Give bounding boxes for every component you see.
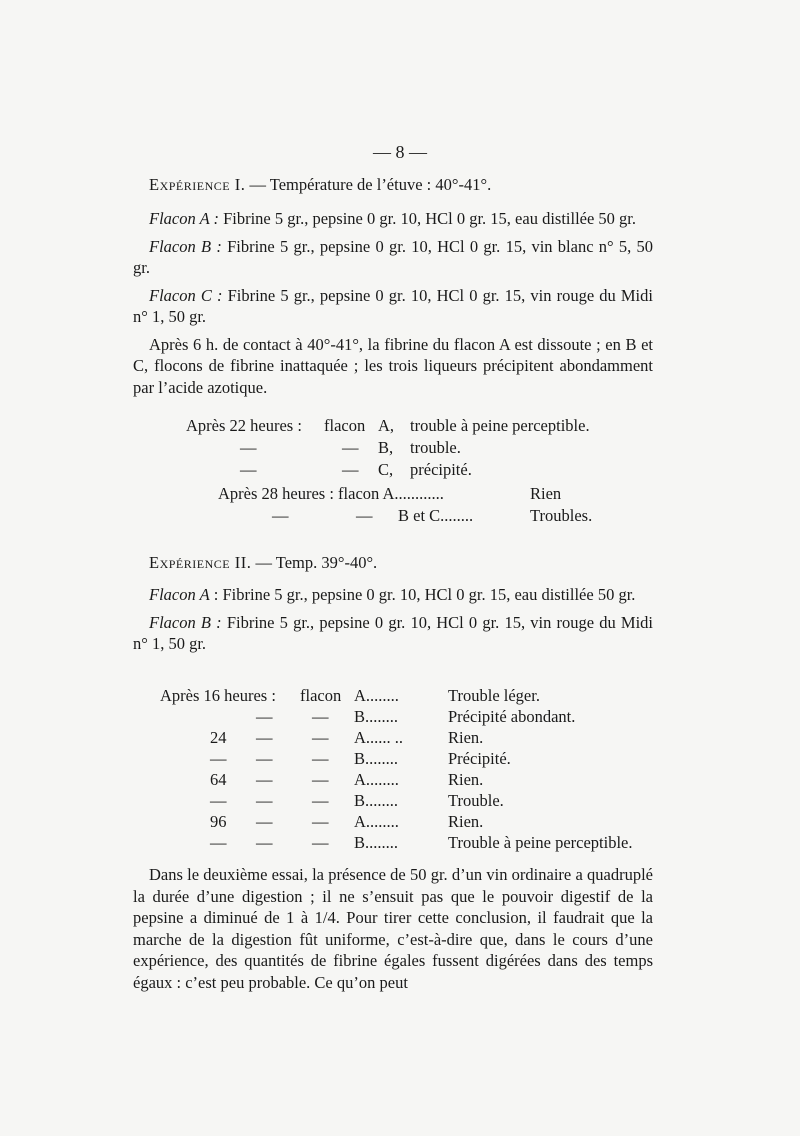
cell-flacon: —: [356, 506, 373, 525]
cell-time: Après 22 heures :: [186, 416, 302, 435]
exp2-flacon-a-text: : Fibrine 5 gr., pepsine 0 gr. 10, HCl 0 gr. 15, eau distillée 50 gr.: [209, 585, 636, 604]
exp2-flacons: [133, 584, 653, 661]
cell-dash: —: [256, 833, 273, 852]
cell-flacon: —: [342, 438, 359, 457]
cell-time: Après 16 heures :: [160, 686, 276, 705]
cell-flacon: flacon: [300, 686, 342, 705]
cell-dash: —: [256, 791, 273, 810]
exp2-temperature: — Temp. 39°-40°.: [251, 553, 378, 572]
exp1-flacon-c-text: Fibrine 5 gr., pepsine 0 gr. 10, HCl 0 gr. 15, vin rouge du Midi n° 1, 50 gr.: [133, 285, 653, 326]
cell-flacon: —: [312, 728, 329, 747]
exp1-flacon-a-label: Flacon A :: [149, 209, 219, 228]
cell-letter: C,: [378, 460, 394, 479]
cell-time: —: [240, 438, 257, 457]
cell-flacon: —: [312, 812, 329, 831]
cell-letter: B........: [354, 749, 399, 768]
page-number: — 8 —: [373, 142, 427, 162]
cell-flacon: —: [342, 460, 359, 479]
cell-result: Rien.: [448, 728, 484, 747]
exp1-flacon-c-label: Flacon C :: [149, 285, 223, 305]
exp1-apres-paragraph: Après 6 h. de contact à 40°-41°, la fibrine du flacon A est dissoute ; en B et C, flocons de fibrine inattaquée ; les trois liqueurs précipitent abondamment par l’acide azotique.: [133, 334, 653, 397]
cell-result: Rien.: [448, 812, 484, 831]
cell-letter: B........: [354, 791, 399, 810]
cell-result: Troubles.: [530, 506, 593, 525]
exp2-conclusion: [133, 864, 653, 999]
exp1-flacon-b-label: Flacon B :: [149, 236, 222, 256]
exp2-flacon-b-label: Flacon B :: [149, 612, 222, 632]
cell-time: —: [272, 506, 289, 525]
exp1-flacon-b-text: Fibrine 5 gr., pepsine 0 gr. 10, HCl 0 gr. 15, vin blanc n° 5, 50 gr.: [133, 236, 653, 277]
experience-2-heading: [133, 552, 653, 580]
cell-flacon: —: [312, 791, 329, 810]
cell-letter: B et C........: [398, 506, 474, 525]
cell-result: Trouble léger.: [448, 686, 540, 705]
cell-time: —: [210, 749, 227, 768]
cell-dash: —: [256, 749, 273, 768]
exp2-flacon-b-text: Fibrine 5 gr., pepsine 0 gr. 10, HCl 0 gr. 15, vin rouge du Midi n° 1, 50 gr.: [133, 612, 653, 653]
cell-flacon: —: [312, 770, 329, 789]
exp1-temperature: — Température de l’étuve : 40°-41°.: [245, 175, 492, 194]
exp1-title: Expérience I.: [149, 175, 246, 194]
cell-result: Précipité abondant.: [448, 707, 576, 726]
cell-flacon: flacon: [324, 416, 366, 435]
cell-result: Trouble à peine perceptible.: [448, 833, 633, 852]
cell-time: —: [210, 791, 227, 810]
cell-flacon: —: [312, 749, 329, 768]
cell-letter: A........: [354, 686, 399, 705]
cell-letter: B........: [354, 707, 399, 726]
cell-letter: B,: [378, 438, 394, 457]
cell-dash: —: [256, 770, 273, 789]
exp2-title: Expérience II.: [149, 553, 252, 572]
cell-result: Trouble.: [448, 791, 504, 810]
cell-time: —: [240, 460, 257, 479]
cell-time: —: [210, 833, 227, 852]
conclusion-paragraph: Dans le deuxième essai, la présence de 50 gr. d’un vin ordinaire a quadruplé la durée d’une digestion ; il ne s’ensuit pas que le pouvoir digestif de la pepsine a diminué de 1 à 1/4. Pour tirer cette conclusion, il faudrait que la marche de la digestion fût uniforme, c’est-à-dire que, dans le cours d’une expérience, des quantités de fibrine égales fussent digérées dans des temps égaux : c’est peu probable. Ce qu’on peut: [133, 865, 653, 992]
cell-result: trouble.: [410, 438, 461, 457]
cell-result: précipité.: [410, 460, 472, 479]
exp1-flacon-a-text: Fibrine 5 gr., pepsine 0 gr. 10, HCl 0 gr. 15, eau distillée 50 gr.: [218, 209, 637, 228]
experience-1-heading: [133, 174, 653, 202]
cell-letter: A...... ..: [354, 728, 404, 747]
cell-letter: B........: [354, 833, 399, 852]
cell-result: Rien: [530, 484, 562, 503]
exp2-flacon-a-label: Flacon A: [149, 585, 210, 604]
exp1-flacons: [133, 208, 653, 404]
cell-result: trouble à peine perceptible.: [410, 416, 590, 435]
cell-time: 64: [210, 770, 227, 789]
cell-flacon: —: [312, 833, 329, 852]
cell-letter: A........: [354, 770, 399, 789]
cell-flacon: —: [312, 707, 329, 726]
cell-result: Précipité.: [448, 749, 511, 768]
cell-result: Rien.: [448, 770, 484, 789]
cell-time: 24: [210, 728, 227, 747]
cell-dash: —: [256, 812, 273, 831]
cell-time-flacon: Après 28 heures : flacon A............: [218, 484, 444, 503]
cell-letter: A........: [354, 812, 399, 831]
cell-dash: —: [256, 728, 273, 747]
cell-time: 96: [210, 812, 227, 831]
cell-time: —: [256, 707, 273, 726]
cell-letter: A,: [378, 416, 395, 435]
